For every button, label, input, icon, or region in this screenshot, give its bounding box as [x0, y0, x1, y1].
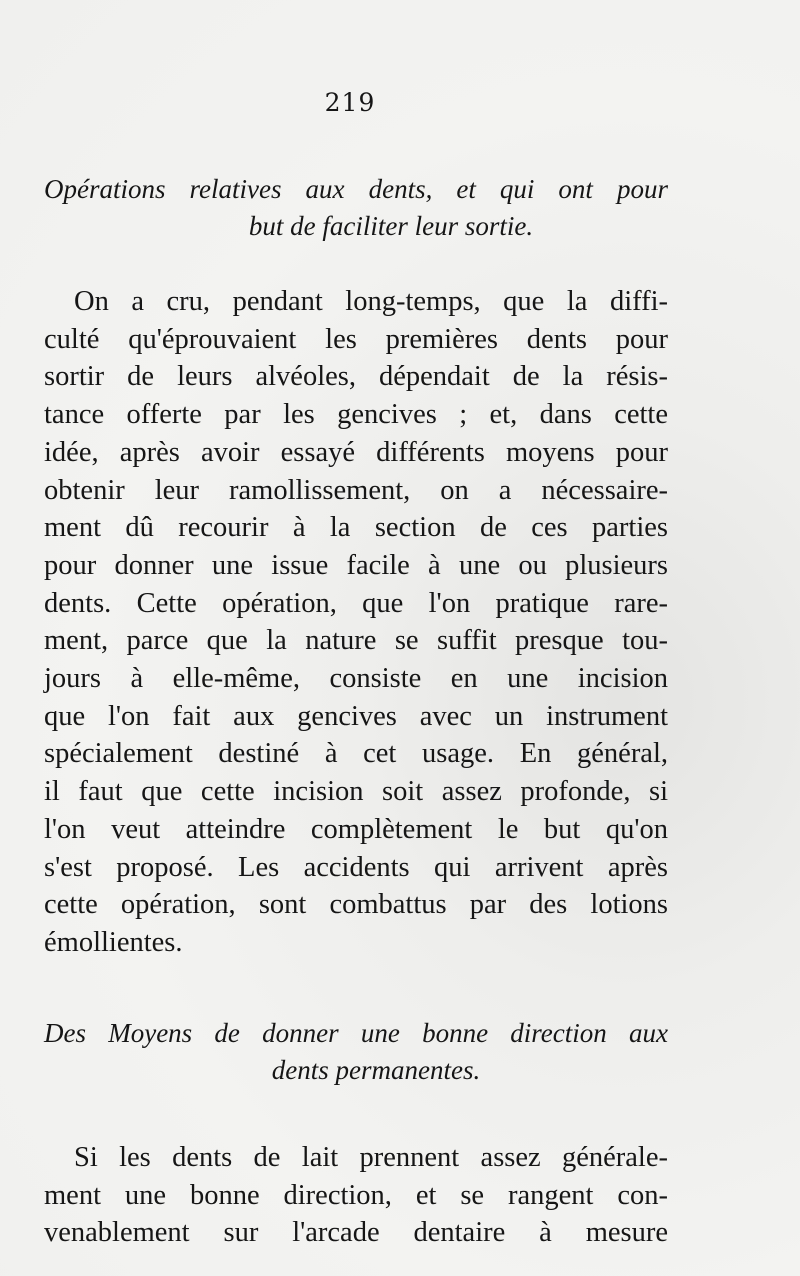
heading-line: dents permanentes.: [271, 1055, 481, 1085]
heading-line: Des Moyens de donner une bonne direction aux: [44, 1018, 668, 1048]
text-line: dents. Cette opération, que l'on pratique rare-: [44, 587, 668, 619]
text-line: ment dû recourir à la section de ces parties: [44, 512, 668, 544]
text-line: sortir de leurs alvéoles, dépendait de la résis-: [44, 361, 668, 393]
paragraph-operations: [44, 283, 668, 962]
text-line: venablement sur l'arcade dentaire à mesure: [44, 1217, 668, 1249]
text-line: tance offerte par les gencives ; et, dans cette: [44, 399, 668, 431]
text-line: émollientes.: [44, 926, 183, 958]
heading-line: but de faciliter leur sortie.: [248, 211, 534, 241]
text-line: culté qu'éprouvaient les premières dents pour: [44, 323, 668, 355]
text-line: On a cru, pendant long-temps, que la diffi-: [74, 286, 668, 317]
text-line: s'est proposé. Les accidents qui arrivent après: [44, 851, 668, 883]
text-line: l'on veut atteindre complètement le but qu'on: [44, 813, 668, 845]
text-line: que l'on fait aux gencives avec un instrument: [44, 700, 668, 732]
show-through-texture: [44, 140, 684, 170]
text-line: Si les dents de lait prennent assez générale-: [74, 1142, 668, 1173]
text-line: jours à elle-même, consiste en une incision: [44, 663, 668, 695]
page-number: 219: [324, 88, 376, 117]
text-line: spécialement destiné à cet usage. En général,: [44, 738, 668, 770]
text-line: il faut que cette incision soit assez profonde, si: [44, 776, 668, 808]
text-line: ment une bonne direction, et se rangent con-: [44, 1179, 668, 1211]
text-line: pour donner une issue facile à une ou plusieurs: [44, 549, 668, 581]
text-line: idée, après avoir essayé différents moyens pour: [44, 436, 668, 468]
paragraph-moyens: [44, 1139, 668, 1252]
section-heading-moyens: [44, 1015, 668, 1089]
text-line: cette opération, sont combattus par des lotions: [44, 889, 668, 921]
section-heading-operations: [44, 171, 668, 245]
text-line: ment, parce que la nature se suffit presque tou-: [44, 625, 668, 657]
heading-line: Opérations relatives aux dents, et qui ont pour: [44, 174, 668, 204]
text-line: obtenir leur ramollissement, on a nécessaire-: [44, 474, 668, 506]
